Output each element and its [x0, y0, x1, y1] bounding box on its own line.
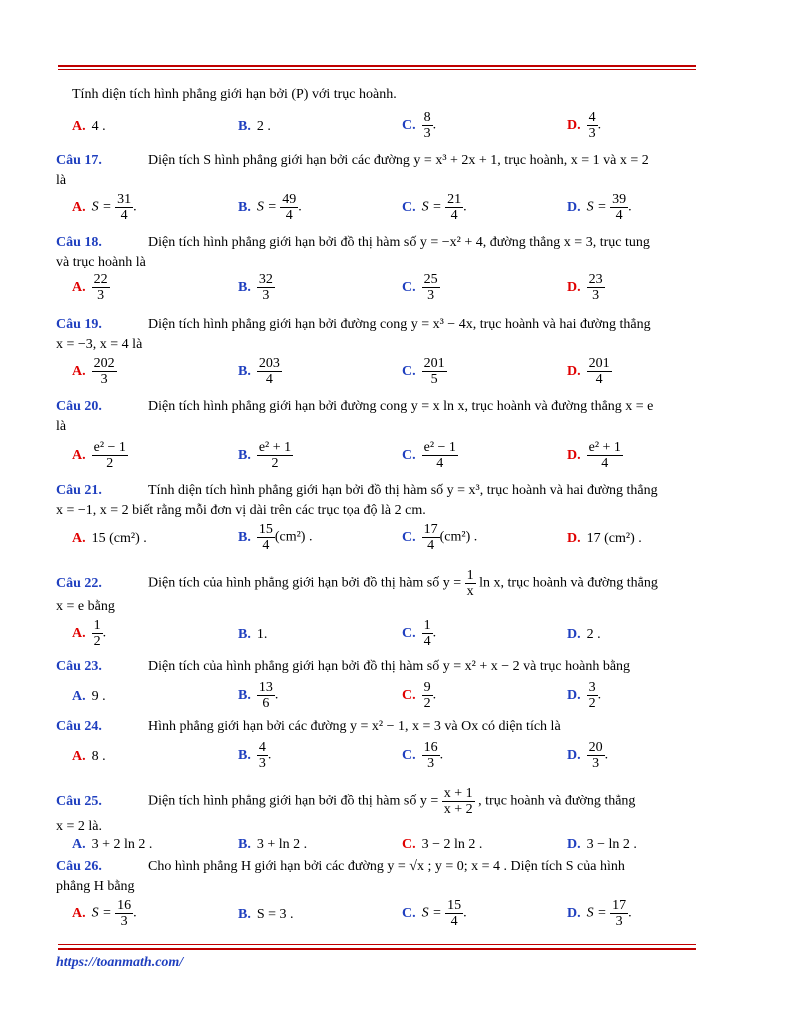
fraction: $\frac{15}{4}$	[258, 522, 273, 553]
q21-option-b[interactable]: B. $\frac{15}{4}$ (cm²) .	[238, 522, 313, 553]
fraction: $\frac{31}{4}$	[117, 192, 132, 223]
question-number: Câu 25.	[56, 793, 102, 809]
fraction: $\frac{23}{3}$	[588, 272, 603, 303]
fraction: $\frac{49}{4}$	[282, 192, 297, 223]
fraction: $\frac{203}{4}$	[258, 356, 280, 387]
q22-option-c[interactable]: C. $\frac{1}{4}$ .	[402, 618, 437, 649]
q17-option-d[interactable]: D. S = $\frac{39}{4}$ .	[567, 192, 632, 223]
q26-question: Câu 26. Cho hình phẳng H giới hạn bởi các đường y = √x ; y = 0; x = 4 . Diện tích S của hình	[56, 859, 625, 874]
fraction: $\frac{x + 1}{x + 2}$	[443, 786, 473, 817]
fraction: $\frac{17}{3}$	[612, 898, 627, 929]
q19-option-a[interactable]: A. $\frac{202}{3}$	[72, 356, 115, 387]
q21-question-cont: x = −1, x = 2 biết rằng mỗi đơn vị dài trên các trục tọa độ là 2 cm.	[56, 503, 426, 518]
q16-option-d[interactable]: D. $\frac{4}{3}$ .	[567, 110, 602, 141]
q23-option-d[interactable]: D. $\frac{3}{2}$ .	[567, 680, 602, 711]
q20-option-a[interactable]: A. $\frac{\text{e² − 1}}{2}$	[72, 440, 126, 471]
question-number: Câu 26.	[56, 859, 102, 874]
question-number: Câu 23.	[56, 659, 102, 674]
question-number: Câu 22.	[56, 575, 102, 591]
fraction: $\frac{32}{3}$	[258, 272, 273, 303]
q25-question-cont: x = 2 là.	[56, 819, 102, 834]
footer-rule-thin	[58, 944, 696, 945]
fraction: $\frac{4}{3}$	[588, 110, 596, 141]
q21-option-a[interactable]: A. 15 (cm²) .	[72, 531, 147, 546]
q24-option-d[interactable]: D. $\frac{20}{3}$ .	[567, 740, 609, 771]
q22-option-d[interactable]: D. 2 .	[567, 627, 601, 642]
q17-question: Câu 17. Diện tích S hình phẳng giới hạn bởi các đường y = x³ + 2x + 1, trục hoành, x = 1 và x = 2	[56, 153, 649, 168]
q20-option-d[interactable]: D. $\frac{\text{e² + 1}}{4}$	[567, 440, 621, 471]
q24-option-a[interactable]: A. 8 .	[72, 749, 106, 764]
q20-question-cont: là	[56, 419, 67, 434]
q21-option-c[interactable]: C. $\frac{17}{4}$ (cm²) .	[402, 522, 478, 553]
header-rule-thin	[58, 69, 696, 70]
q18-option-d[interactable]: D. $\frac{23}{3}$	[567, 272, 603, 303]
q17-option-c[interactable]: C. S = $\frac{21}{4}$ .	[402, 192, 467, 223]
q21-option-d[interactable]: D. 17 (cm²) .	[567, 531, 642, 546]
q22-option-b[interactable]: B. 1.	[238, 627, 268, 642]
q26-option-a[interactable]: A. S = $\frac{16}{3}$ .	[72, 898, 137, 929]
q20-option-b[interactable]: B. $\frac{\text{e² + 1}}{2}$	[238, 440, 292, 471]
fraction: $\frac{\text{e² − 1}}{2}$	[93, 440, 126, 471]
q18-question-cont: và trục hoành là	[56, 255, 146, 270]
q25-question: Câu 25. Diện tích hình phẳng giới hạn bởi đồ thị hàm số y = $\frac{x + 1}{x + 2}$ , trục hoành và đường thẳng	[56, 786, 636, 817]
fraction: $\frac{39}{4}$	[612, 192, 627, 223]
fraction: $\frac{\text{e² − 1}}{4}$	[423, 440, 456, 471]
fraction: $\frac{8}{3}$	[423, 110, 431, 141]
fraction: $\frac{1}{4}$	[423, 618, 431, 649]
fraction: $\frac{15}{4}$	[447, 898, 462, 929]
fraction: $\frac{22}{3}$	[93, 272, 108, 303]
q19-question-cont: x = −3, x = 4 là	[56, 337, 143, 352]
fraction: $\frac{25}{3}$	[423, 272, 438, 303]
q24-question: Câu 24. Hình phẳng giới hạn bởi các đường y = x² − 1, x = 3 và Ox có diện tích là	[56, 719, 561, 734]
q22-question-cont: x = e bằng	[56, 599, 115, 614]
q16-option-c[interactable]: C. $\frac{8}{3}$ .	[402, 110, 437, 141]
fraction: $\frac{17}{4}$	[423, 522, 438, 553]
q16-option-a[interactable]: A. 4 .	[72, 119, 106, 134]
q23-option-b[interactable]: B. $\frac{13}{6}$ .	[238, 680, 279, 711]
q17-question-cont: là	[56, 173, 67, 188]
footer-rule	[58, 948, 696, 950]
question-number: Câu 17.	[56, 153, 102, 168]
q26-option-b[interactable]: B. S = 3 .	[238, 907, 294, 922]
fraction: $\frac{16}{3}$	[117, 898, 132, 929]
q21-question: Câu 21. Tính diện tích hình phẳng giới hạn bởi đồ thị hàm số y = x³, trục hoành và hai đường thẳng	[56, 483, 658, 498]
option-label: B.	[238, 119, 251, 134]
fraction: $\frac{20}{3}$	[588, 740, 603, 771]
q18-question: Câu 18. Diện tích hình phẳng giới hạn bởi đồ thị hàm số y = −x² + 4, đường thẳng x = 3, trục tung	[56, 235, 650, 250]
fraction: $\frac{16}{3}$	[423, 740, 438, 771]
fraction: $\frac{202}{3}$	[93, 356, 115, 387]
q19-question: Câu 19. Diện tích hình phẳng giới hạn bởi đường cong y = x³ − 4x, trục hoành và hai đường thẳng	[56, 317, 651, 332]
fraction: $\frac{3}{2}$	[588, 680, 596, 711]
fraction: $\frac{\text{e² + 1}}{2}$	[258, 440, 292, 471]
q19-option-d[interactable]: D. $\frac{201}{4}$	[567, 356, 610, 387]
fraction: $\frac{9}{2}$	[423, 680, 431, 711]
q25-option-c[interactable]: C. 3 − 2 ln 2 .	[402, 837, 483, 852]
q20-option-c[interactable]: C. $\frac{\text{e² − 1}}{4}$	[402, 440, 456, 471]
intro-text: Tính diện tích hình phẳng giới hạn bởi (P) với trục hoành.	[72, 87, 397, 102]
fraction: $\frac{13}{6}$	[258, 680, 273, 711]
q26-question-cont: phẳng H bằng	[56, 879, 135, 894]
q26-option-c[interactable]: C. S = $\frac{15}{4}$ .	[402, 898, 467, 929]
q17-option-a[interactable]: A. S = $\frac{31}{4}$ .	[72, 192, 137, 223]
q20-question: Câu 20. Diện tích hình phẳng giới hạn bởi đường cong y = x ln x, trục hoành và đường thẳng x = e	[56, 399, 654, 414]
option-label: D.	[567, 117, 581, 133]
fraction: $\frac{21}{4}$	[447, 192, 462, 223]
q23-option-c[interactable]: C. $\frac{9}{2}$ .	[402, 680, 437, 711]
q17-option-b[interactable]: B. S = $\frac{49}{4}$ .	[238, 192, 302, 223]
option-label: C.	[402, 117, 416, 133]
footer-link[interactable]: https://toanmath.com/	[56, 955, 184, 970]
q24-option-c[interactable]: C. $\frac{16}{3}$ .	[402, 740, 444, 771]
q19-option-c[interactable]: C. $\frac{201}{5}$	[402, 356, 445, 387]
q23-option-a[interactable]: A. 9 .	[72, 689, 106, 704]
q24-option-b[interactable]: B. $\frac{4}{3}$ .	[238, 740, 272, 771]
q22-question: Câu 22. Diện tích của hình phẳng giới hạn bởi đồ thị hàm số y = $\frac{1}{x}$ ln x, trục hoành và đường thẳng	[56, 568, 658, 599]
q23-question: Câu 23. Diện tích của hình phẳng giới hạn bởi đồ thị hàm số y = x² + x − 2 và trục hoành bằng	[56, 659, 631, 674]
q19-option-b[interactable]: B. $\frac{203}{4}$	[238, 356, 280, 387]
header-rule	[58, 65, 696, 67]
fraction: $\frac{1}{2}$	[93, 618, 101, 649]
q26-option-d[interactable]: D. S = $\frac{17}{3}$ .	[567, 898, 632, 929]
question-number: Câu 19.	[56, 317, 102, 332]
fraction: $\frac{\text{e² + 1}}{4}$	[588, 440, 621, 471]
question-number: Câu 24.	[56, 719, 102, 734]
q18-option-a[interactable]: A. $\frac{22}{3}$	[72, 272, 108, 303]
fraction: $\frac{1}{x}$	[466, 568, 474, 599]
option-label: A.	[72, 119, 86, 134]
fraction: $\frac{4}{3}$	[258, 740, 266, 771]
q22-option-a[interactable]: A. $\frac{1}{2}$ .	[72, 618, 107, 649]
question-number: Câu 18.	[56, 235, 102, 250]
q18-option-b[interactable]: B. $\frac{32}{3}$	[238, 272, 273, 303]
q16-option-b[interactable]: B. 2 .	[238, 119, 271, 134]
q25-option-a[interactable]: A. 3 + 2 ln 2 .	[72, 837, 153, 852]
q25-option-b[interactable]: B. 3 + ln 2 .	[238, 837, 308, 852]
q25-option-d[interactable]: D. 3 − ln 2 .	[567, 837, 637, 852]
question-number: Câu 20.	[56, 399, 102, 414]
fraction: $\frac{201}{5}$	[423, 356, 445, 387]
fraction: $\frac{201}{4}$	[588, 356, 610, 387]
q18-option-c[interactable]: C. $\frac{25}{3}$	[402, 272, 438, 303]
question-number: Câu 21.	[56, 483, 102, 498]
